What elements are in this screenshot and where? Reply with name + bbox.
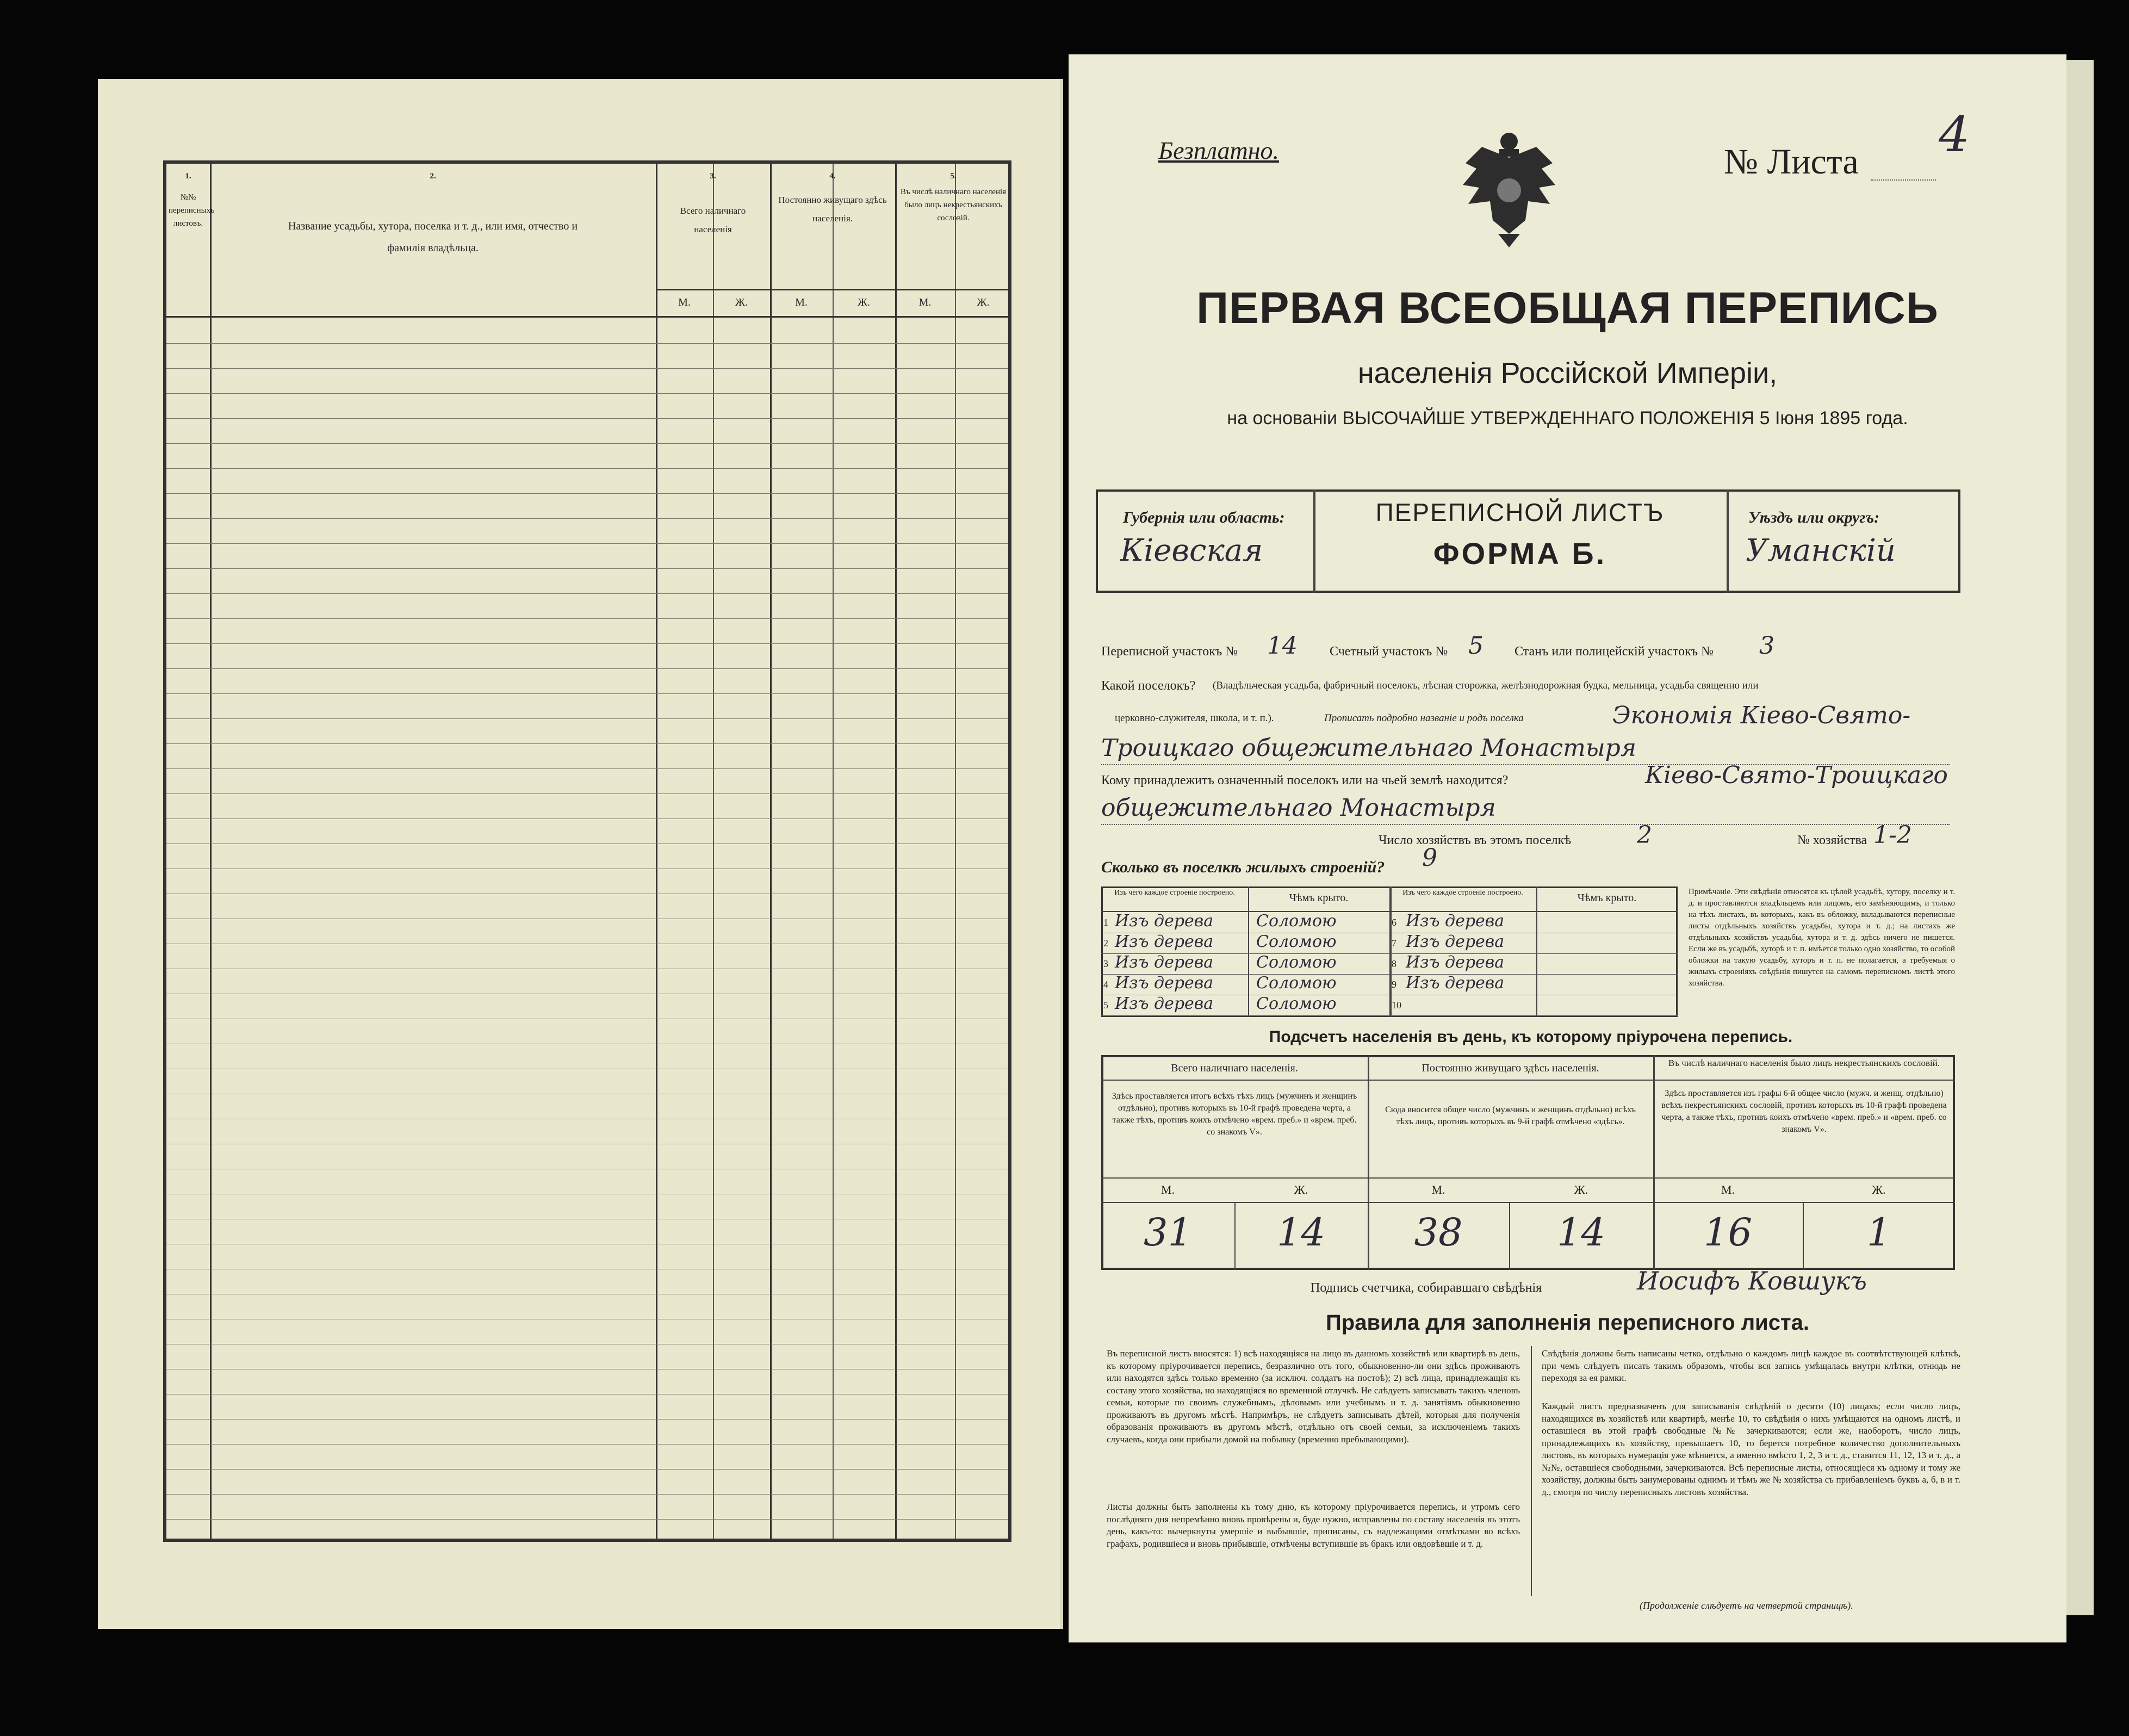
stan-label: Станъ или полицейскій участокъ № (1514, 644, 1714, 659)
building-number: 8 (1392, 958, 1396, 969)
building-material: Изъ дерева (1115, 974, 1214, 993)
sub-m: М. (678, 296, 691, 308)
header-sheet-numbers: №№ переписныхъ листовъ. (169, 193, 215, 228)
count-district-value: 5 (1468, 632, 1484, 660)
header-total: Всего наличнаго населенія (680, 206, 746, 234)
pop-col2-desc: Сюда вносится общее число (мужчинъ и женщинъ отдѣльно) всѣхъ тѣхъ лицъ, противъ которыхъ въ 9-й графѣ отмѣчено «здѣсь». (1385, 1105, 1636, 1126)
building-number: 7 (1392, 938, 1396, 948)
building-roof: Соломою (1256, 953, 1337, 972)
buildings-divider (1389, 886, 1392, 1017)
rules-paragraph: Въ переписной листъ вносятся: 1) всѣ находящіяся на лицо въ данномъ хозяйствѣ или квартирѣ въ день, къ которому пріурочивается перепись, безразлично отъ того, обыкновенно-ли они здѣсь проживаютъ или находятся здѣсь только временно (за исключ. солдатъ на постоѣ); 2) всѣ лица, принадлежащія къ составу этого хозяйства, но находящіяся во временной отлучкѣ. Не слѣдуетъ записывать такихъ членовъ семьи, которые по своимъ служебнымъ, дѣловымъ или учебнымъ и т. д. занятіямъ обыкновенно проживаютъ въ другомъ мѣстѣ. Напримѣръ, не слѣдуетъ записывать дѣтей, которыя для полученія образованія проживаютъ въ другомъ мѣстѣ, отдѣльно отъ своей семьи, за исключеніемъ такихъ случаевъ, когда они прибыли домой на побывку (временно пребывающими). (1107, 1348, 1520, 1444)
building-material: Изъ дерева (1115, 932, 1214, 951)
settlement-label: Какой поселокъ? (1101, 679, 1196, 693)
col-divider (895, 164, 897, 1539)
building-number: 10 (1392, 1000, 1401, 1010)
household-no-label: № хозяйства (1797, 833, 1867, 847)
col-divider (770, 164, 772, 1539)
table-row-line (166, 718, 1008, 719)
settlement-hint: церковно-служителя, школа, и т. п.). (1115, 712, 1274, 724)
building-number: 2 (1103, 938, 1108, 948)
owner-label: Кому принадлежитъ означенный поселокъ или на чьей землѣ находится? (1101, 773, 1509, 788)
buildings-value: 9 (1422, 844, 1437, 872)
pop-col2-title: Постоянно живущаго здѣсь населенія. (1422, 1062, 1599, 1074)
col-divider (955, 164, 956, 1539)
buildings-note: Примѣчаніе. Эти свѣдѣнія относятся къ цѣлой усадьбѣ, хутору, поселку и т. д. и проставляются владѣльцемъ или лицомъ, его замѣняющимъ, и только на тѣхъ листахъ, въ которыхъ, какъ въ обложку, вкладываются переписные листы отдѣльныхъ хозяйствъ усадьбы, хутора и т. д.; на листахъ же отдѣльныхъ хозяйствъ усадьбы, хутора и т. д. здѣсь ничего не пишется. Если же въ усадьбѣ, хуторѣ и т. п. имѣется только одно хозяйство, то особой обложки на такую усадьбу, хуторъ и т. п. не полагается, а требуемыя о жилыхъ строеніяхъ свѣдѣнія пишутся на самомъ переписномъ листѣ этого хозяйства. (1689, 888, 1955, 988)
pop-col3-title: Въ числѣ наличнаго населенія было лицъ некрестьянскихъ сословій. (1668, 1058, 1940, 1068)
population-line (1101, 1080, 1955, 1081)
table-row-line (166, 443, 1008, 444)
table-row-line (166, 593, 1008, 594)
table-row-line (166, 543, 1008, 544)
pop-value: 14 (1556, 1210, 1606, 1255)
settlement-hint: (Владѣльческая усадьба, фабричный поселокъ, лѣсная сторожка, желѣзнодорожная будка, мельница, усадьба священно или (1213, 680, 1759, 691)
subheader-line (656, 289, 1008, 290)
buildings-row-line (1101, 1015, 1678, 1016)
region-divider (1727, 489, 1729, 593)
building-material: Изъ дерева (1406, 974, 1505, 993)
owner-value: общежительнаго Монастыря (1101, 794, 1496, 822)
households-label: Число хозяйствъ въ этомъ поселкѣ (1379, 833, 1572, 847)
building-roof: Соломою (1256, 912, 1337, 931)
rules-divider (1531, 1346, 1532, 1596)
pop-zh: Ж. (1294, 1183, 1308, 1196)
header-name: Название усадьбы, хутора, поселка и т. д., или имя, отчество и фамилія владѣльца. (288, 220, 578, 254)
building-number: 3 (1103, 958, 1108, 969)
pop-m: М. (1160, 1183, 1175, 1196)
col-divider (833, 164, 834, 1539)
material-header: Изъ чего каждое строеніе построено. (1114, 889, 1235, 897)
building-material: Изъ дерева (1406, 912, 1505, 931)
table-row-line (166, 393, 1008, 394)
table-row-line (166, 468, 1008, 469)
pop-m: М. (1721, 1183, 1735, 1196)
building-material: Изъ дерева (1115, 912, 1214, 931)
pop-value: 31 (1143, 1210, 1193, 1255)
rules-continued: (Продолженіе слѣдуетъ на четвертой страницѣ). (1640, 1600, 1853, 1611)
household-no-value: 1-2 (1873, 821, 1912, 849)
sheet-number-label: № Листа (1724, 142, 1859, 182)
table-row-line (166, 743, 1008, 744)
double-headed-eagle-emblem (1460, 125, 1558, 250)
table-row-line (166, 1519, 1008, 1520)
table-row-line (166, 493, 1008, 494)
households-value: 2 (1637, 821, 1652, 849)
material-header: Изъ чего каждое строеніе построено. (1402, 889, 1523, 897)
settlement-value: Троицкаго общежительнаго Монастыря (1101, 734, 1636, 762)
pop-col3-desc: Здѣсь проставляется изъ графы 6-й общее число (мужч. и женщ. отдѣльно) всѣхъ некрестьянскихъ сословій, противъ которыхъ въ 10-й графѣ проведена черта, а также тѣхъ, противъ коихъ отмѣчено «врем. преб.» и «врем. преб. со знакомъ V». (1661, 1089, 1947, 1134)
header-num-2: 2. (430, 172, 436, 181)
sub-zh: Ж. (735, 296, 748, 308)
roof-header: Чѣмъ крыто. (1289, 892, 1349, 904)
header-num-4: 4. (829, 172, 836, 181)
table-row-line (166, 418, 1008, 419)
header-non-peasant: Въ числѣ наличнаго населенія было лицъ некрестьянскихъ сословій. (900, 188, 1007, 222)
rules-paragraph: Листы должны быть заполнены къ тому дню, къ которому пріурочивается перепись, и утромъ сего послѣдняго дня непремѣнно вновь провѣрены и, буде нужно, исправлены по составу населенія въ этотъ день, какъ-то: вычеркнуты умершіе и выбывшіе, приписаны, съ надлежащими отмѣтками во всѣхъ графахъ, родившіеся и вновь прибывшіе, отмѣчены вступившіе въ бракъ или овдовѣвшіе и т. д. (1107, 1502, 1520, 1549)
header-num-5: 5. (950, 172, 957, 181)
sheet-number-line (1871, 179, 1936, 181)
right-page (1069, 54, 2066, 1642)
building-number: 4 (1103, 979, 1108, 990)
header-bottom-line (166, 316, 1008, 318)
building-roof: Соломою (1256, 994, 1337, 1013)
signature-label: Подпись счетчика, собиравшаго свѣдѣнія (1311, 1281, 1542, 1295)
rules-paragraph: Каждый листъ предназначенъ для записыванія свѣдѣній о десяти (10) лицахъ; если число лицъ, находящихся въ хозяйствѣ или квартирѣ, менѣе 10, то свѣдѣнія о нихъ умѣщаются на одномъ листѣ, и оставшіеся въ этой графѣ свободные №№ зачеркиваются; если же, наоборотъ, число лицъ, принадлежащихъ къ хозяйству, превышаетъ 10, то берется потребное количество дополнительныхъ листовъ, въ которыхъ нумерація уже мѣняется, а именно вмѣсто 1, 2, 3 и т. д., ставится 11, 12, 13 и т. д., а №№, оставшіеся свободными, зачеркиваются. Всѣ переписные листы, относящіеся къ одному и тому же хозяйству, должны быть занумерованы однимъ и тѣмъ же № хозяйства съ прибавленіемъ буквъ а, б, в и т. д., смотря по числу переписныхъ листовъ хозяйства. (1542, 1401, 1960, 1497)
building-material: Изъ дерева (1406, 932, 1505, 951)
document-subtitle: населенія Россійской Имперіи, (1357, 357, 1778, 389)
pop-value: 14 (1276, 1210, 1326, 1255)
roof-header: Чѣмъ крыто. (1577, 892, 1637, 904)
buildings-col (1248, 886, 1249, 1017)
pop-m: М. (1431, 1183, 1445, 1196)
rules-paragraph: Свѣдѣнія должны быть написаны четко, отдѣльно о каждомъ лицѣ каждое въ соотвѣтствующей клѣткѣ, при чемъ слѣдуетъ писать такимъ образомъ, чтобы вся запись умѣщалась внутри клѣтки, отнюдь не переходя за ея рамки. (1542, 1348, 1960, 1383)
table-row-line (166, 1469, 1008, 1470)
table-row-line (166, 518, 1008, 519)
sub-zh: Ж. (977, 296, 990, 308)
settlement-hint: Прописать подробно названіе и родъ поселка (1324, 712, 1524, 724)
table-row-line (166, 668, 1008, 669)
buildings-label: Сколько въ поселкѣ жилыхъ строеній? (1101, 858, 1385, 876)
header-permanent: Постоянно живущаго здѣсь населенія. (778, 195, 887, 224)
table-row-line (166, 568, 1008, 569)
owner-value: Кіево-Свято-Троицкаго (1645, 761, 1948, 789)
population-title: Подсчетъ населенія въ день, къ которому пріурочена перепись. (1269, 1028, 1793, 1046)
pop-value: 1 (1866, 1210, 1891, 1255)
form-title: ПЕРЕПИСНОЙ ЛИСТЪ (1375, 498, 1665, 526)
form-name: ФОРМА Б. (1433, 536, 1607, 571)
building-number: 6 (1392, 917, 1396, 928)
table-row-line (166, 343, 1008, 344)
table-row-line (166, 1494, 1008, 1495)
pop-col1-desc: Здѣсь проставляется итогъ всѣхъ тѣхъ лицъ (мужчинъ и женщинъ отдѣльно), противъ которыхъ въ 10-й графѣ проведена черта, а также тѣхъ, противъ коихъ отмѣчено «врем. преб.» и «врем. преб. со знакомъ V». (1112, 1092, 1357, 1137)
uezd-label: Уѣздъ или округъ: (1748, 509, 1880, 526)
sub-m: М. (918, 296, 932, 308)
col-divider (656, 164, 657, 1539)
pop-value: 16 (1703, 1210, 1753, 1255)
settlement-value: Экономія Кіево-Свято- (1612, 702, 1911, 729)
document-title: ПЕРВАЯ ВСЕОБЩАЯ ПЕРЕПИСЬ (1196, 283, 1939, 333)
building-material: Изъ дерева (1115, 994, 1214, 1013)
table-row-line (166, 618, 1008, 619)
population-line (1101, 1202, 1955, 1203)
col-divider (713, 164, 714, 1539)
summary-table (163, 160, 1011, 1542)
gubernia-label: Губернія или область: (1123, 509, 1285, 526)
table-row-line (166, 368, 1008, 369)
header-num-3: 3. (710, 172, 716, 181)
uezd-value: Уманскій (1746, 533, 1896, 568)
col-divider (210, 164, 212, 1539)
free-label: Безплатно. (1158, 137, 1280, 164)
sub-zh: Ж. (858, 296, 870, 308)
table-row-line (166, 768, 1008, 769)
table-row-line (166, 693, 1008, 694)
census-district-value: 14 (1267, 632, 1298, 660)
census-district-label: Переписной участокъ № (1101, 644, 1238, 659)
sub-m: М. (795, 296, 808, 308)
counter-signature: Иосифъ Ковшукъ (1637, 1266, 1867, 1295)
building-material: Изъ дерева (1115, 953, 1214, 972)
header-num-1: 1. (185, 172, 191, 181)
rules-title: Правила для заполненія переписного листа. (1326, 1311, 1809, 1335)
legal-basis: на основаніи ВЫСОЧАЙШЕ УТВЕРЖДЕННАГО ПОЛОЖЕНІЯ 5 Іюня 1895 года. (1227, 408, 1908, 429)
table-row-line (166, 643, 1008, 644)
sheet-number-value: 4 (1939, 106, 1970, 163)
pop-zh: Ж. (1574, 1183, 1588, 1196)
pop-col1-title: Всего наличнаго населенія. (1171, 1062, 1298, 1074)
building-roof: Соломою (1256, 974, 1337, 993)
stan-value: 3 (1759, 632, 1774, 660)
building-number: 9 (1392, 979, 1396, 990)
left-page (98, 79, 1063, 1629)
building-material: Изъ дерева (1406, 953, 1505, 972)
count-district-label: Счетный участокъ № (1330, 644, 1448, 659)
owner-line (1101, 824, 1950, 825)
building-number: 5 (1103, 1000, 1108, 1010)
table-row-line (166, 793, 1008, 794)
building-number: 1 (1103, 917, 1108, 928)
gubernia-value: Кіевская (1120, 533, 1263, 568)
pop-zh: Ж. (1872, 1183, 1886, 1196)
pop-value: 38 (1414, 1210, 1463, 1255)
building-roof: Соломою (1256, 932, 1337, 951)
buildings-col (1536, 886, 1537, 1017)
population-line (1101, 1177, 1955, 1179)
